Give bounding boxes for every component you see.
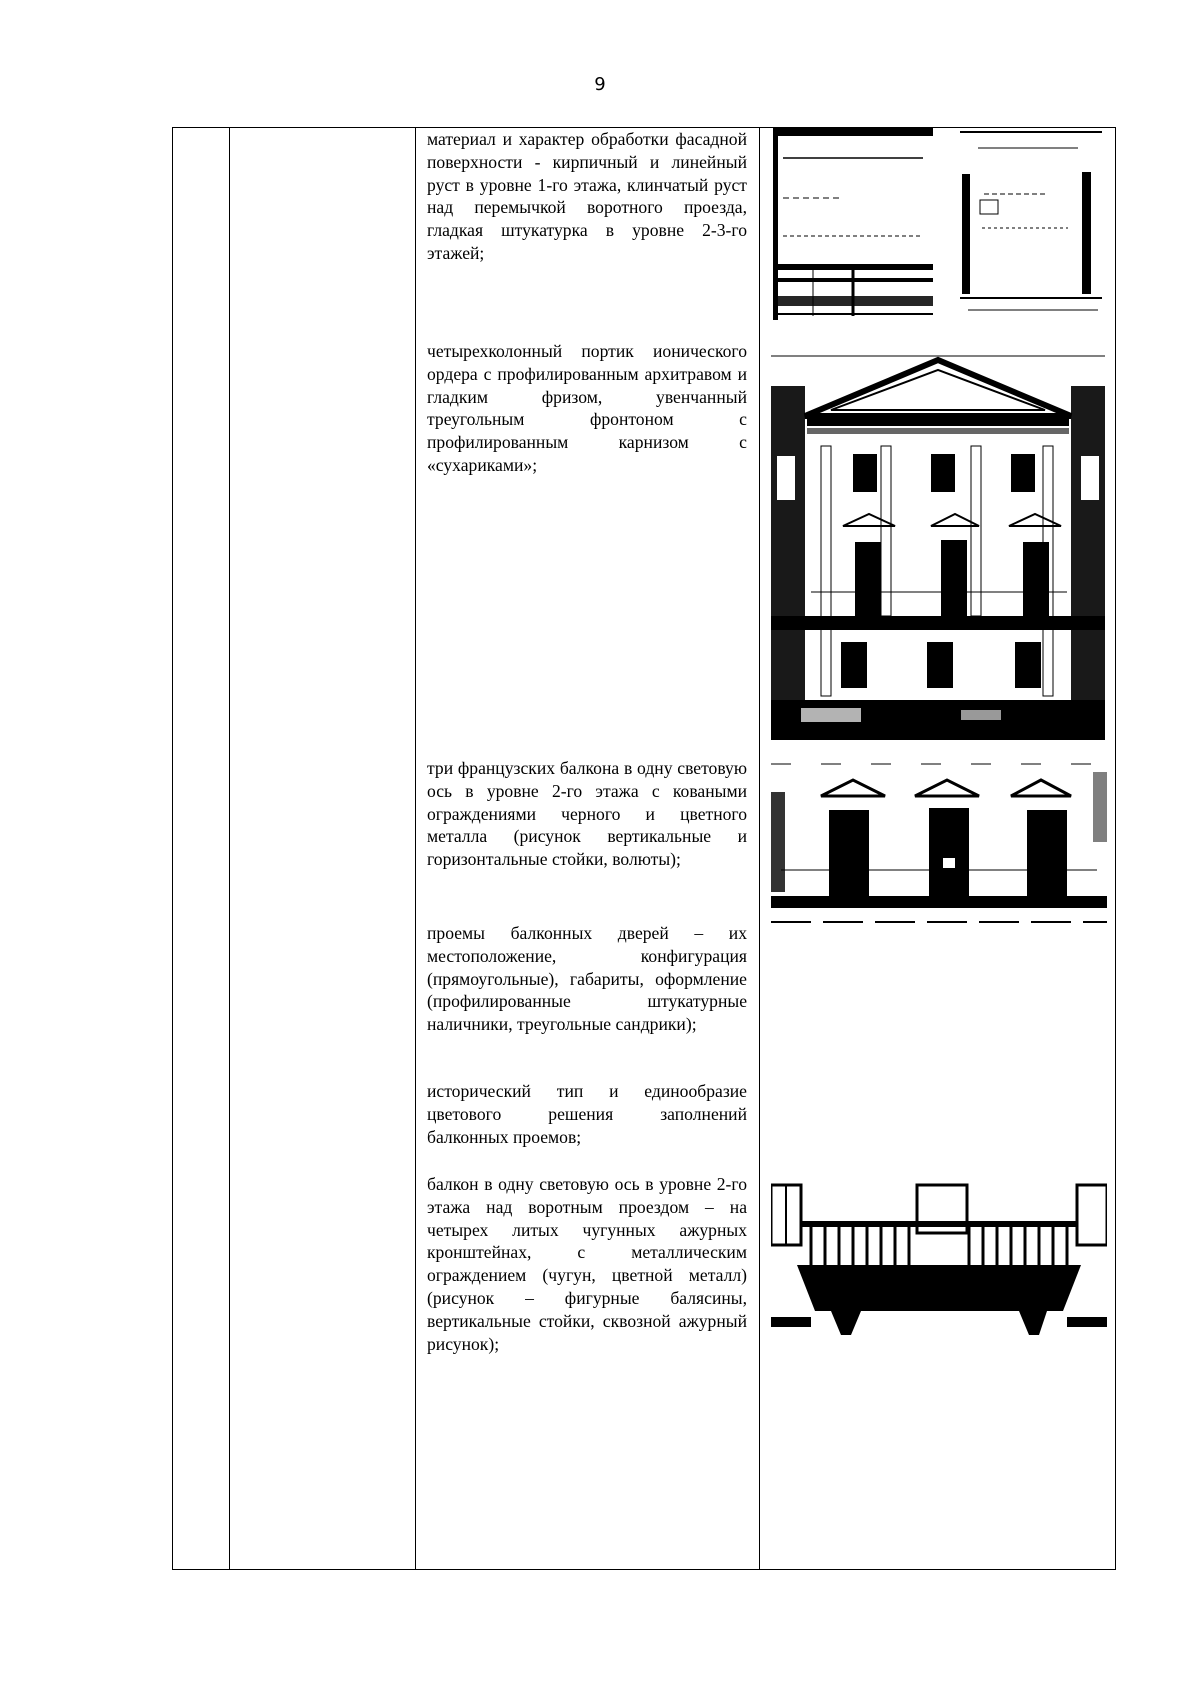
french-balconies-photo: [771, 762, 1107, 928]
feature-facade-material: материал и характер обработки фасадной поверхности - кирпичный и линейный руст в уровне 1-го этажа, клинчатый руст над перемычкой воротного проезда, гладкая штукатурка в уровне 2-3-го этажей;: [427, 129, 747, 263]
feature-portico: четырехколонный портик ионического ордера с профилированным архитравом и гладким фризом, увенчанный треугольным фронтоном с профилированным карнизом с «сухариками»;: [427, 341, 747, 475]
column-divider: [415, 128, 416, 1569]
column-divider: [229, 128, 230, 1569]
feature-balcony-fill: исторический тип и единообразие цветового решения заполнений балконных проемов;: [427, 1081, 747, 1147]
column-divider: [759, 128, 760, 1569]
gate-balcony-photo: [771, 1181, 1107, 1335]
page-number: 9: [594, 74, 606, 95]
feature-french-balconies: три французских балкона в одну световую ось в уровне 2-го этажа с коваными ограждениями черного и цветного металла (рисунок вертикальные и горизонтальные стойки, волюты);: [427, 758, 747, 870]
feature-balcony-openings: проемы балконных дверей – их местоположение, конфигурация (прямоугольные), габариты, оформление (профилированные штукатурные наличники, треугольные сандрики);: [427, 923, 747, 1035]
facade-rustication-photo-left: [773, 128, 933, 320]
portico-photo: [771, 346, 1105, 740]
facade-rustication-photo-right: [958, 128, 1102, 320]
feature-gate-balcony: балкон в одну световую ось в уровне 2-го этажа над воротным проездом – на четырех литых чугунных ажурных кронштейнах, с металлическим ограждением (чугун, цветной металл) (рисунок – фигурные балясины, вертикальные стойки, сквозной ажурный рисунок);: [427, 1174, 747, 1354]
